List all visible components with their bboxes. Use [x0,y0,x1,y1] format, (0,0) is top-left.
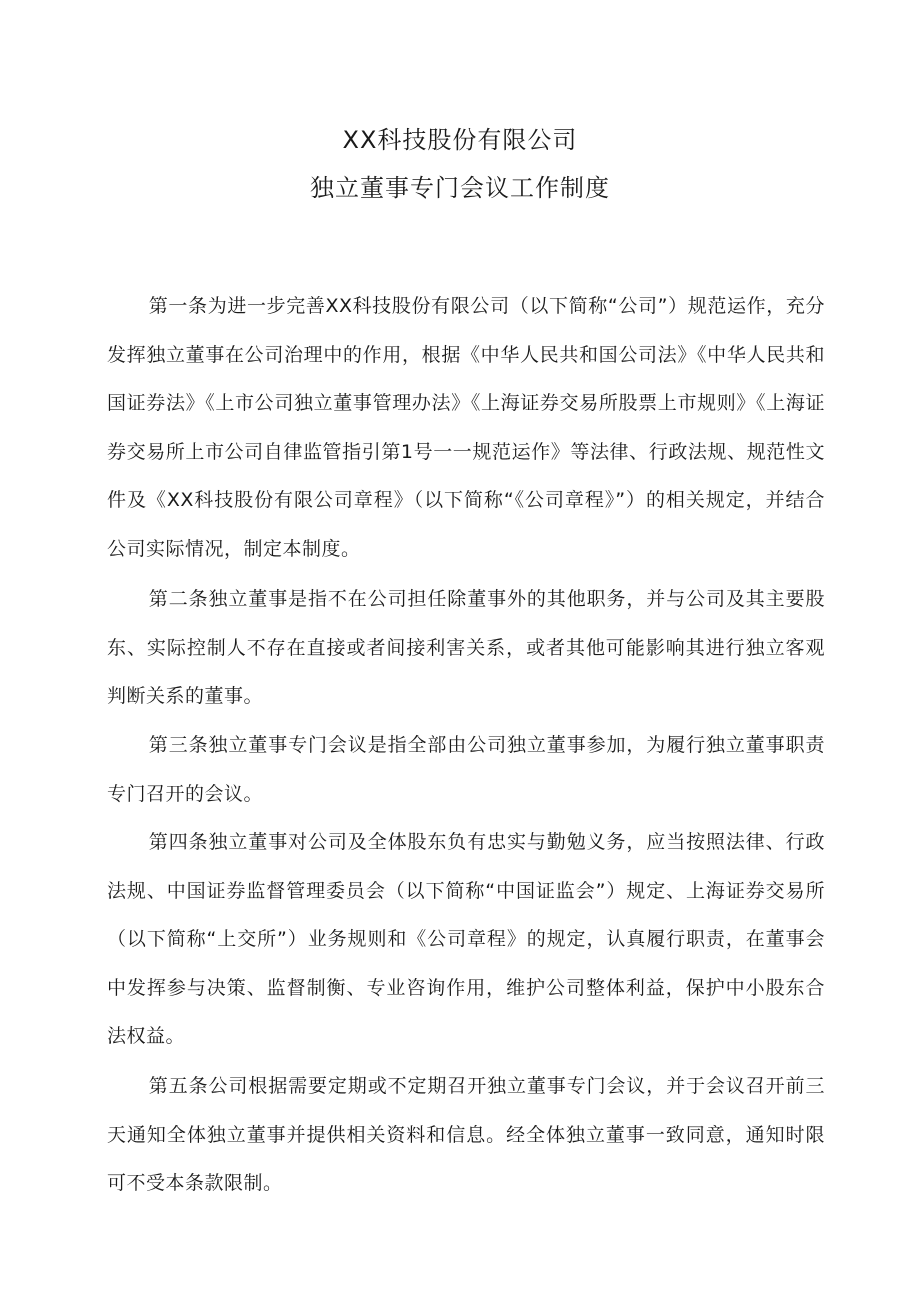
article-1-paragraph: 第一条为进一步完善XX科技股份有限公司（以下简称“公司”）规范运作，充分发挥独立董事在公司治理中的作用，根据《中华人民共和国公司法》《中华人民共和国证券法》《上市公司独立董事管理办法》《上海证券交易所股票上市规则》《上海证券交易所上市公司自律监管指引第1号一一规范运作》等法律、行政法规、规范性文件及《XX科技股份有限公司章程》（以下简称“《公司章程》”）的相关规定，并结合公司实际情况，制定本制度。 [107,295,825,560]
article-4-paragraph: 第四条独立董事对公司及全体股东负有忠实与勤勉义务，应当按照法律、行政法规、中国证券监督管理委员会（以下简称“中国证监会”）规定、上海证券交易所（以下简称“上交所”）业务规则和《公司章程》的规定，认真履行职责，在董事会中发挥参与决策、监督制衡、专业咨询作用，维护公司整体利益，保护中小股东合法权益。 [107,831,825,1047]
document-title-regulation: 独立董事专门会议工作制度 [310,174,610,202]
article-3-paragraph: 第三条独立董事专门会议是指全部由公司独立董事参加，为履行独立董事职责专门召开的会议。 [107,734,825,805]
article-2-paragraph: 第二条独立董事是指不在公司担任除董事外的其他职务，并与公司及其主要股东、实际控制人不存在直接或者间接利害关系，或者其他可能影响其进行独立客观判断关系的董事。 [107,588,825,707]
article-5-paragraph: 第五条公司根据需要定期或不定期召开独立董事专门会议，并于会议召开前三天通知全体独立董事并提供相关资料和信息。经全体独立董事一致同意，通知时限可不受本条款限制。 [107,1075,825,1194]
document-title-company: XX科技股份有限公司 [342,126,578,154]
